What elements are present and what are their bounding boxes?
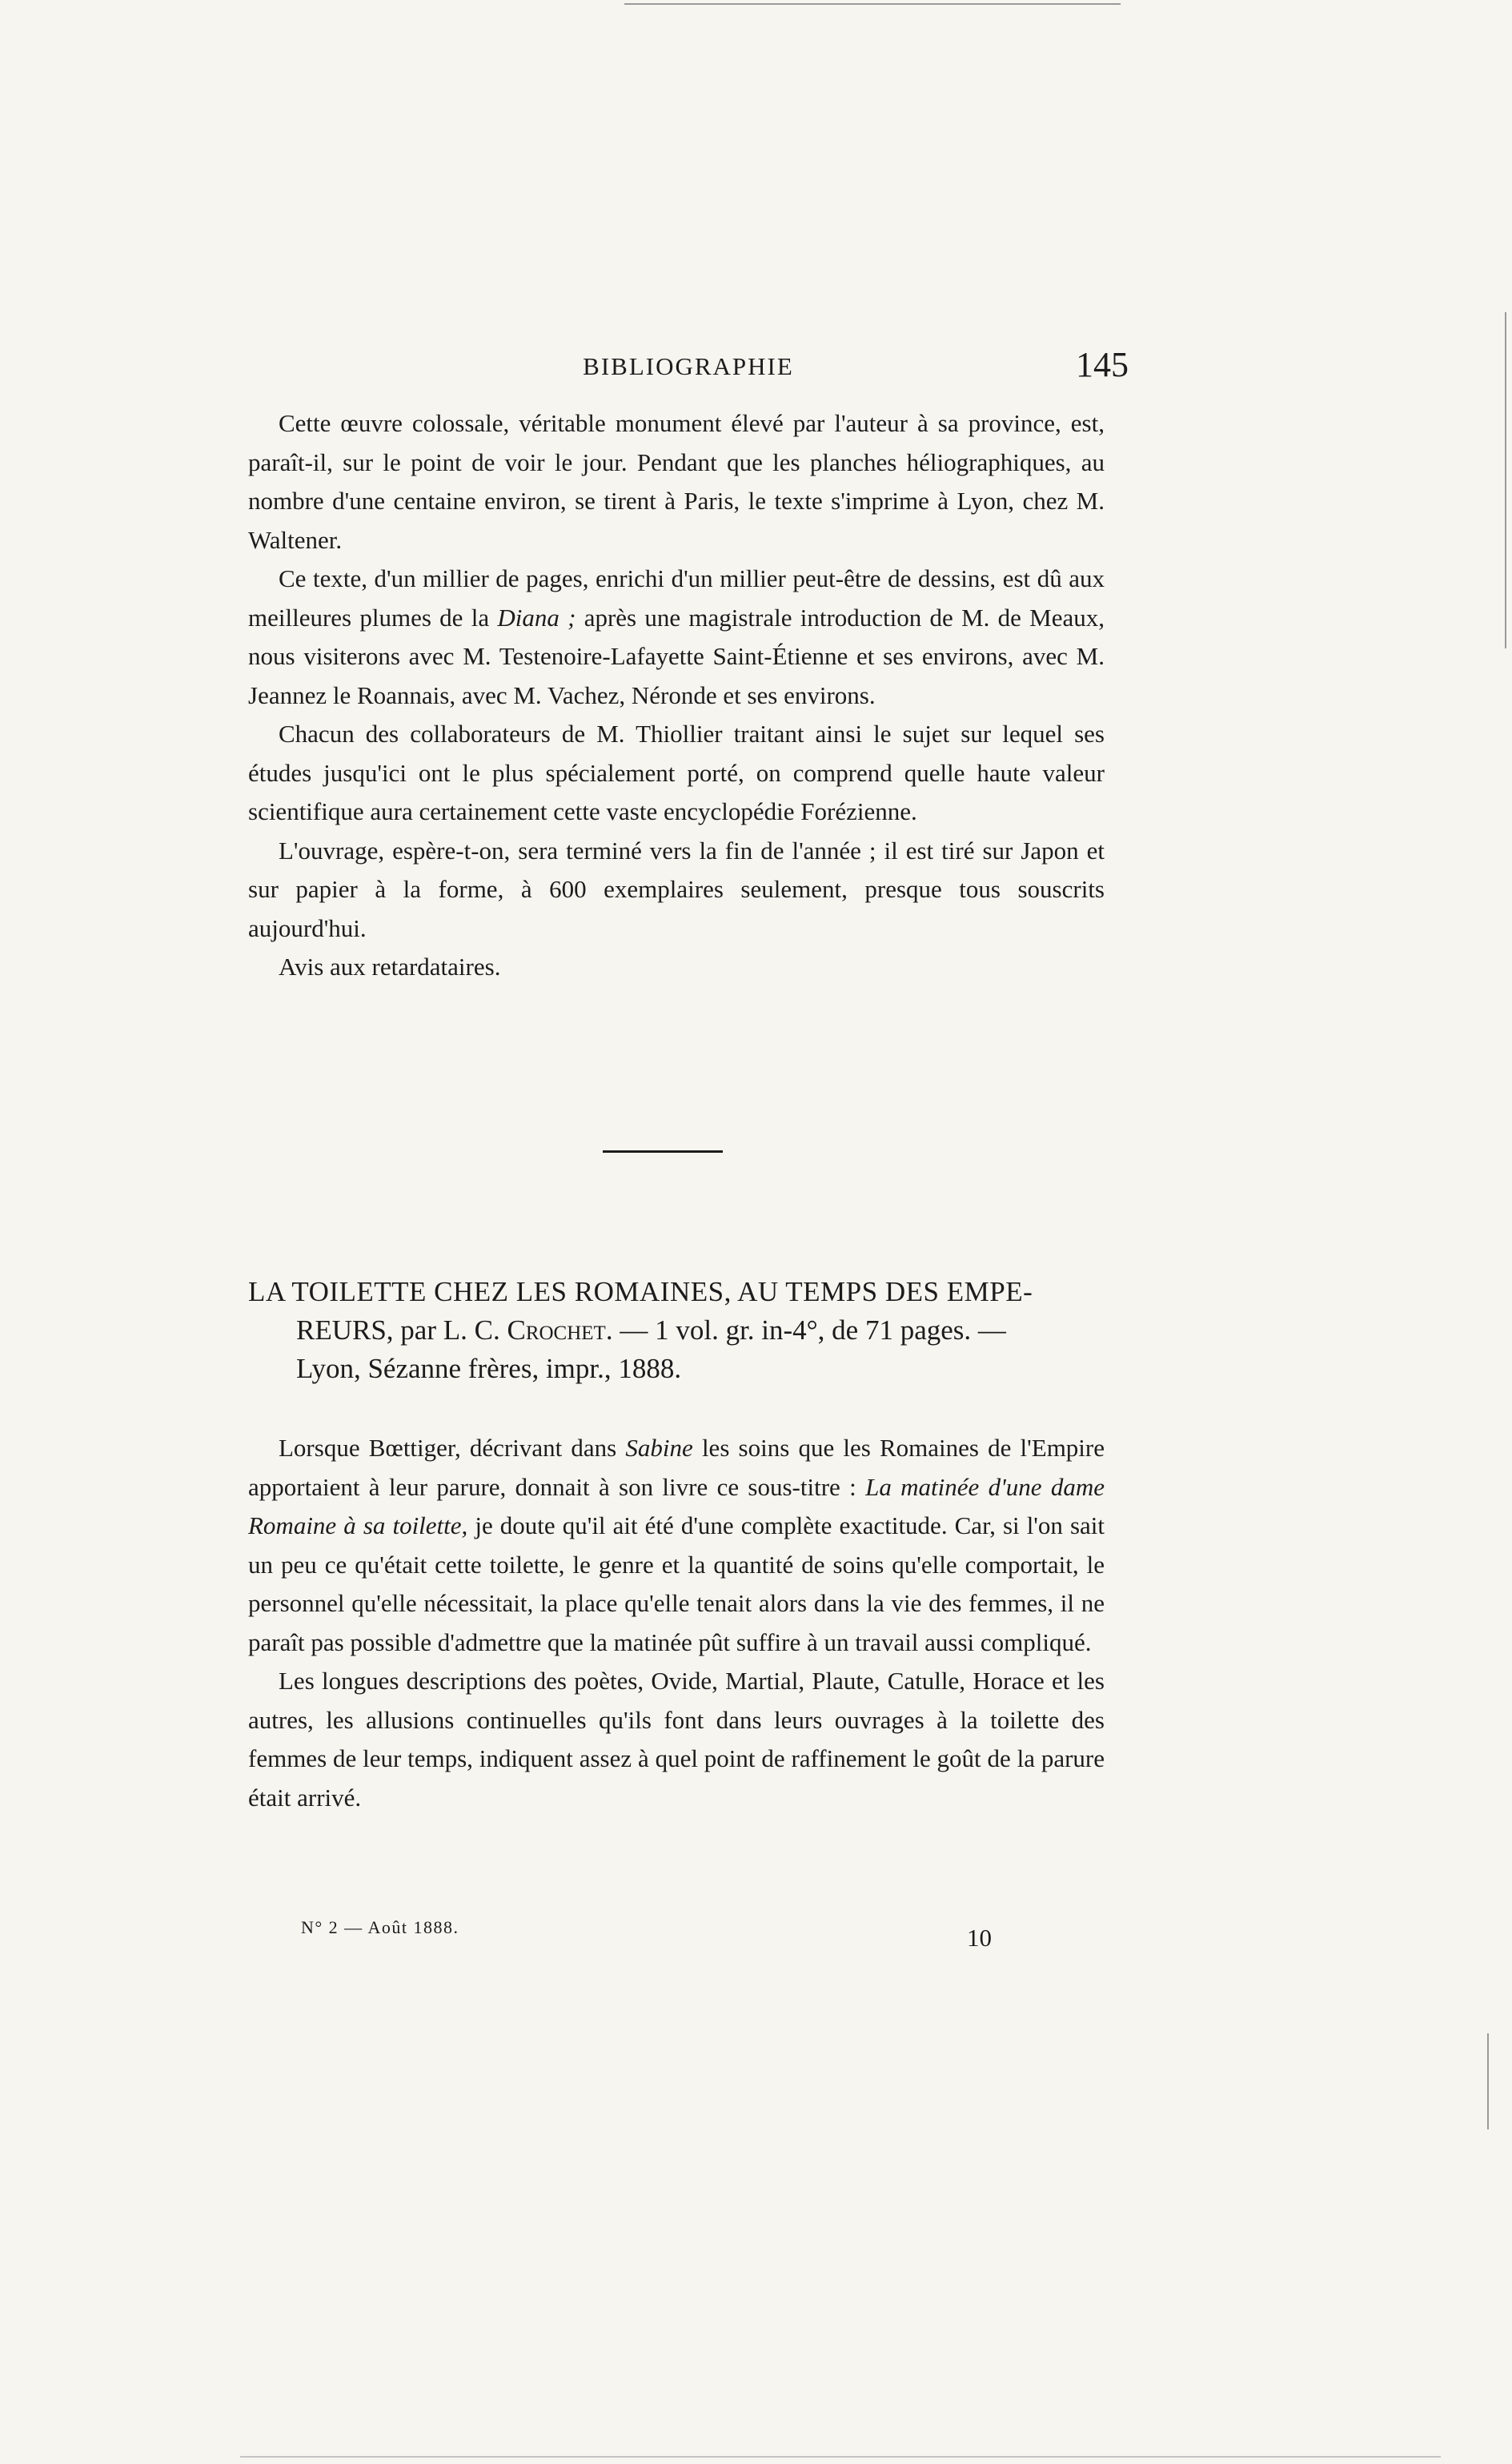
reference-title: LA TOILETTE CHEZ LES ROMAINES, AU TEMPS DES EMPE- xyxy=(248,1276,1033,1307)
text-run: les soins que les Romaines de l'Empire apportaient à leur parure, donnait à son livre ce sous-titre : xyxy=(248,1434,1105,1501)
text-run: REURS, par L. C. xyxy=(296,1314,507,1346)
subtitle: La matinée d'une dame Romaine à sa toilette, xyxy=(248,1472,1105,1539)
page-number: 145 xyxy=(1076,345,1129,384)
paragraph: L'ouvrage, espère-t-on, sera terminé vers la fin de l'année ; il est tiré sur Japon et sur papier à la forme, à 600 exemplaires seulement, presque tous souscrits aujourd'hui. xyxy=(248,836,1105,942)
issue-signature: N° 2 — Août 1888. xyxy=(301,1917,459,1937)
paragraph: Avis aux retardataires. xyxy=(279,953,501,981)
section-2-text xyxy=(248,1429,1105,1817)
bibliographic-reference xyxy=(248,1273,1105,1388)
paragraph: Cette œuvre colossale, véritable monument élevé par l'auteur à sa province, est, paraît-il, sur le point de voir le jour. Pendant que les planches héliographiques, au nombre d'une centaine environ, se tirent à Paris, le texte s'imprime à Lyon, chez M. Waltener. xyxy=(248,409,1105,554)
paragraph: Chacun des collaborateurs de M. Thiollier traitant ainsi le sujet sur lequel ses études jusqu'ici ont le plus spécialement porté, on comprend quelle haute valeur scientifique aura certainement cette vaste encyclopédie Forézienne. xyxy=(248,720,1105,825)
text-run: Ce texte, d'un millier de pages, enrichi d'un millier peut-être de dessins, est dû aux meilleures plumes de la xyxy=(248,564,1105,632)
book-title: Sabine xyxy=(625,1434,693,1462)
scan-artifact xyxy=(1487,2033,1489,2129)
text-run: après une magistrale introduction de M. de Meaux, nous visiterons avec M. Testenoire-Lafayette Saint-Étienne et ses environs, avec M. Jeannez le Roannais, avec M. Vachez, Néronde et ses environs. xyxy=(248,603,1105,709)
scan-artifact xyxy=(624,3,1121,5)
running-title: BIBLIOGRAPHIE xyxy=(583,352,794,380)
reference-line xyxy=(248,1311,1105,1350)
paragraph xyxy=(248,560,1105,715)
text-run: Lorsque Bœttiger, décrivant dans xyxy=(279,1434,626,1462)
reference-author: Crochet xyxy=(507,1314,606,1346)
paragraph xyxy=(248,1429,1105,1662)
page-footer xyxy=(248,1917,1105,1957)
text-run: je doute qu'il ait été d'une complète exactitude. Car, si l'on sait un peu ce qu'était cette toilette, le genre et la quantité de soins qu'elle comportait, le personnel qu'elle nécessitait, la place qu'elle tenait alors dans la vie des femmes, il ne paraît pas possible d'admettre que la matinée pût suffire à un travail aussi compliqué. xyxy=(248,1511,1105,1656)
scan-artifact xyxy=(1505,312,1506,648)
sheet-number: 10 xyxy=(967,1924,992,1952)
section-1-text xyxy=(248,404,1105,987)
scan-artifact xyxy=(240,2456,1441,2458)
reference-publisher: Lyon, Sézanne frères, impr., 1888. xyxy=(296,1353,682,1384)
section-divider xyxy=(603,1150,723,1153)
running-head xyxy=(248,344,1129,392)
paragraph: Les longues descriptions des poètes, Ovide, Martial, Plaute, Catulle, Horace et les autres, les allusions continuelles qu'ils font dans leurs ouvrages à la toilette des femmes de leur temps, indiquent assez à quel point de raffinement le goût de la parure était arrivé. xyxy=(248,1667,1105,1812)
text-run: . — 1 vol. gr. in-4°, de 71 pages. — xyxy=(605,1314,1006,1346)
journal-title: Diana ; xyxy=(497,603,576,632)
